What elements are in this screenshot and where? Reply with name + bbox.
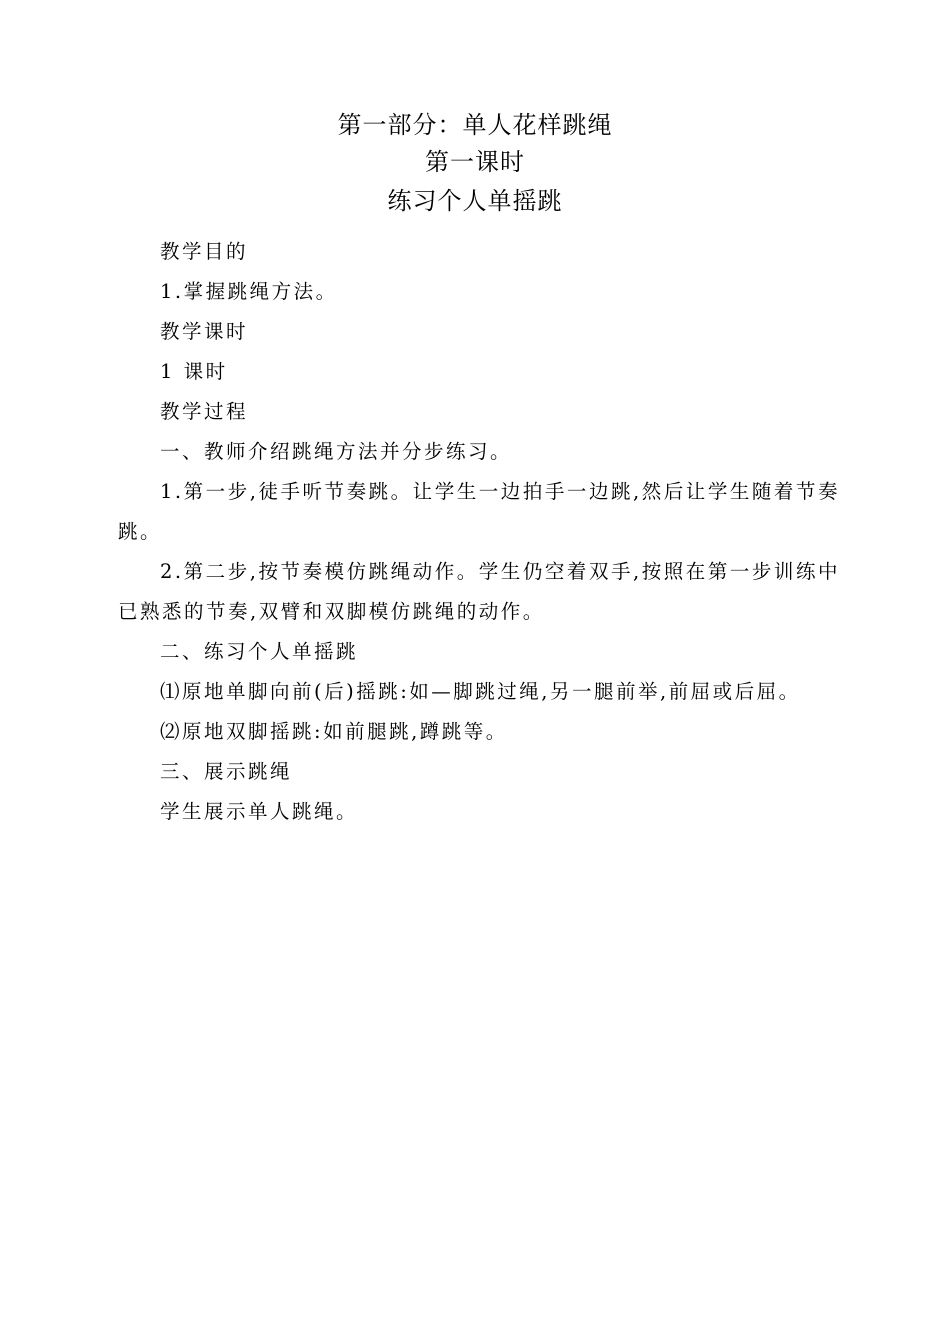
process-step-paragraph: 学生展示单人跳绳。 bbox=[160, 800, 359, 823]
process-step-heading: 一、教师介绍跳绳方法并分步练习。 bbox=[160, 440, 513, 463]
lesson-body bbox=[118, 232, 840, 832]
process-step-paragraph: ⑵原地双脚摇跳:如前腿跳,蹲跳等。 bbox=[160, 720, 508, 743]
section-heading-objective: 教学目的 bbox=[160, 240, 249, 263]
process-step-heading: 三、展示跳绳 bbox=[160, 760, 293, 783]
topic-title: 练习个人单摇跳 bbox=[387, 187, 563, 215]
part-title: 第一部分：单人花样跳绳 bbox=[337, 111, 613, 139]
process-step-heading: 二、练习个人单摇跳 bbox=[160, 640, 359, 663]
objective-item: 1.掌握跳绳方法。 bbox=[160, 280, 338, 303]
section-heading-duration: 教学课时 bbox=[160, 320, 249, 343]
lesson-title: 第一课时 bbox=[425, 148, 525, 176]
process-step-paragraph: 1.第一步,徒手听节奏跳。让学生一边拍手一边跳,然后让学生随着节奏跳。 bbox=[118, 480, 840, 543]
section-heading-process: 教学过程 bbox=[160, 400, 249, 423]
process-step-paragraph: 2.第二步,按节奏模仿跳绳动作。学生仍空着双手,按照在第一步训练中已熟悉的节奏,双臂和双脚模仿跳绳的动作。 bbox=[118, 560, 840, 623]
duration-value: 1 课时 bbox=[160, 360, 228, 383]
process-step-paragraph: ⑴原地单脚向前(后)摇跳:如—脚跳过绳,另一腿前举,前屈或后屈。 bbox=[160, 680, 801, 703]
